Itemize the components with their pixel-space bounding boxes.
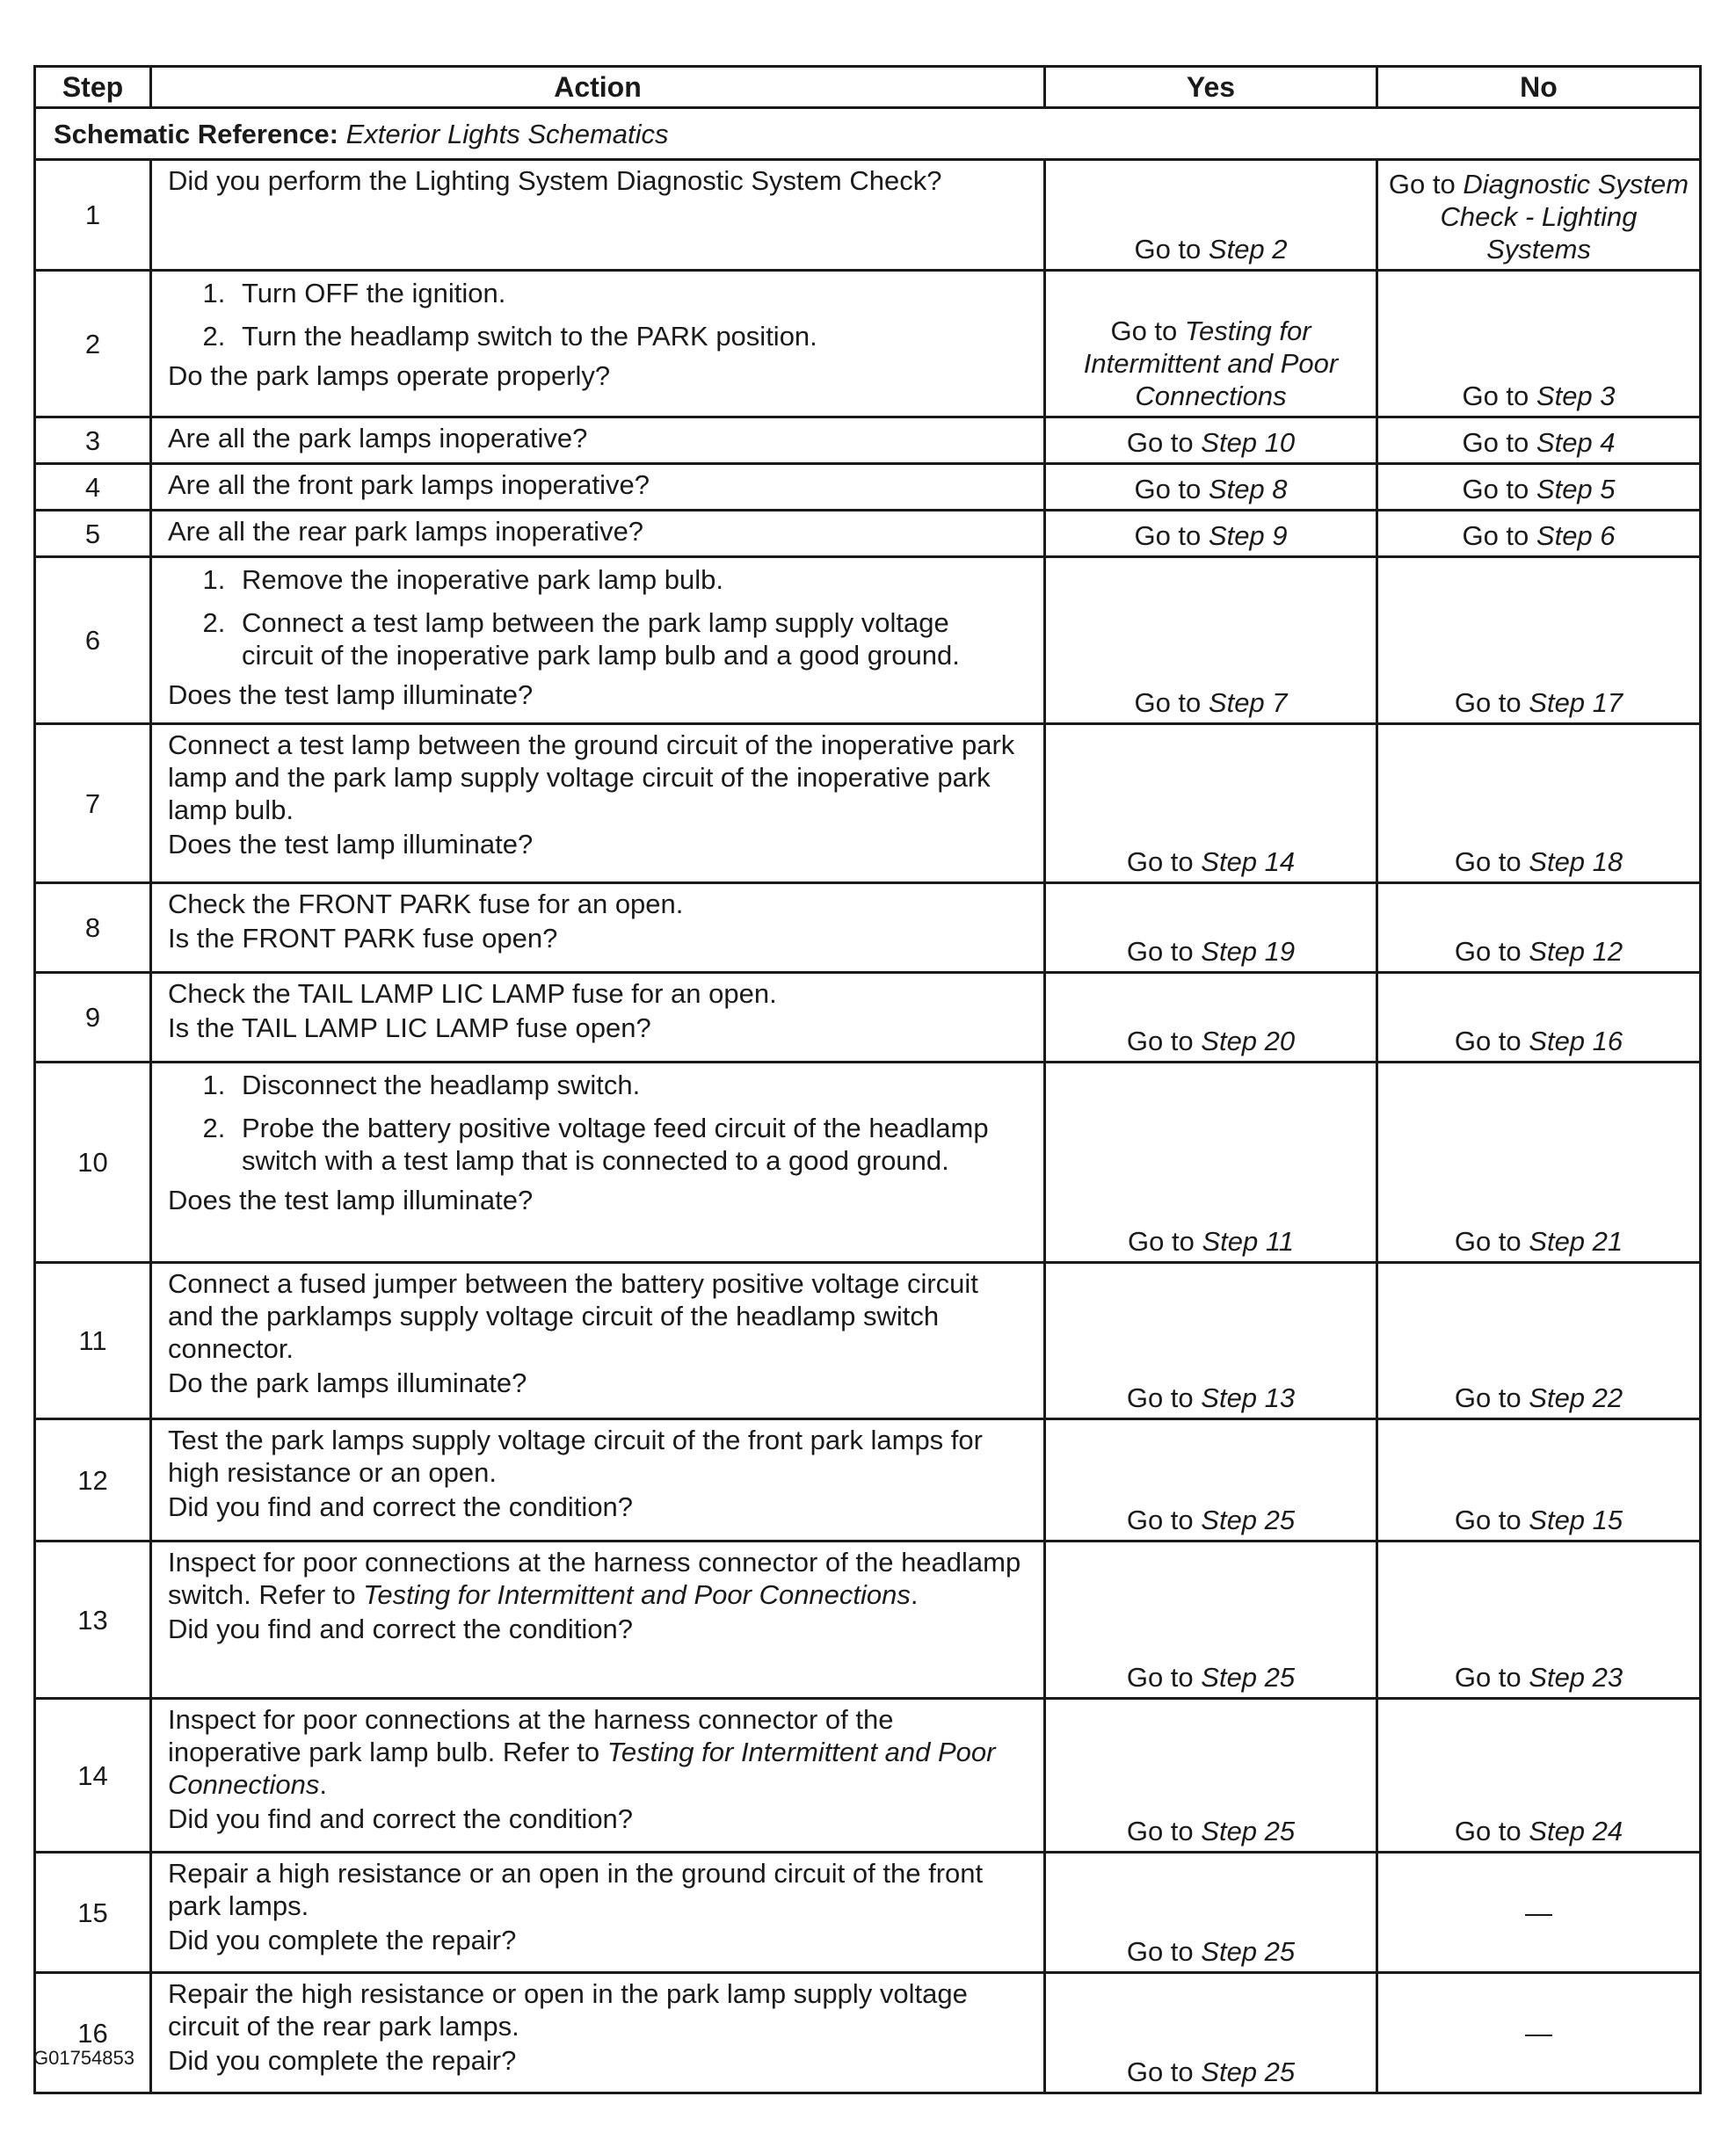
action-content (168, 1544, 1022, 1645)
step-number: 11 (35, 1263, 151, 1419)
table-row (35, 1263, 1701, 1419)
figure-id: G01754853 (33, 2047, 134, 2069)
step-number: 15 (35, 1853, 151, 1973)
step-link[interactable]: Step 15 (1529, 1505, 1623, 1535)
step-number: 13 (35, 1542, 151, 1699)
action-instructions (168, 513, 1022, 549)
action-question: Does the test lamp illuminate? (168, 1185, 534, 1215)
action-cell (151, 557, 1045, 724)
step-link[interactable]: Testing for Intermittent and Poor Connections (1083, 316, 1339, 411)
action-step-item: 1. Turn OFF the ignition. (233, 277, 1022, 309)
go-to-text: Go to (1462, 520, 1529, 551)
go-to-text: Go to (1454, 687, 1522, 718)
go-to-text: Go to (1454, 1662, 1522, 1693)
action-content (168, 1701, 1022, 1835)
go-to-text: Go to (1126, 2057, 1194, 2087)
step-number: 2 (35, 271, 151, 417)
reference-link[interactable]: Testing for Intermittent and Poor Connections (168, 1737, 996, 1800)
step-number: 10 (35, 1063, 151, 1263)
go-to-text: Go to (1454, 936, 1522, 967)
header-action: Action (151, 67, 1045, 108)
action-question: Is the FRONT PARK fuse open? (168, 923, 558, 954)
action-instructions (168, 1976, 1022, 2044)
action-cell (151, 511, 1045, 557)
step-link[interactable]: Step 3 (1536, 381, 1616, 411)
action-steps-list (168, 1069, 1022, 1177)
step-link[interactable]: Step 24 (1529, 1816, 1623, 1846)
action-content (168, 560, 1022, 711)
step-link[interactable]: Step 21 (1529, 1226, 1623, 1257)
step-link[interactable]: Step 25 (1201, 1505, 1296, 1535)
yes-cell (1045, 1063, 1377, 1263)
action-instructions (168, 727, 1022, 828)
action-cell (151, 1542, 1045, 1699)
action-text: Repair the high resistance or open in the park lamp supply voltage circuit of the rear park lamps. (168, 1978, 968, 2042)
no-cell (1377, 883, 1701, 973)
step-number: 14 (35, 1699, 151, 1853)
schematic-reference-link[interactable]: Exterior Lights Schematics (345, 118, 669, 149)
go-to-text: Go to (1388, 169, 1456, 199)
header-no: No (1377, 67, 1701, 108)
go-to-text: Go to (1126, 427, 1194, 458)
schematic-reference (35, 108, 1701, 160)
go-to-text: Go to (1462, 474, 1529, 504)
step-number: 4 (35, 464, 151, 511)
go-to-text: Go to (1462, 381, 1529, 411)
go-to-text: Go to (1454, 1026, 1522, 1056)
action-text: Check the TAIL LAMP LIC LAMP fuse for an open. (168, 978, 777, 1009)
table-row (35, 1542, 1701, 1699)
action-content (168, 727, 1022, 860)
action-text: Are all the park lamps inoperative? (168, 423, 588, 453)
action-instructions (168, 976, 1022, 1012)
action-text: Are all the rear park lamps inoperative? (168, 516, 644, 547)
go-to-text: Go to (1126, 1026, 1194, 1056)
step-link[interactable]: Step 6 (1536, 520, 1616, 551)
step-link[interactable]: Step 17 (1529, 687, 1623, 718)
action-cell (151, 1973, 1045, 2093)
action-instructions (168, 1701, 1022, 1803)
yes-cell (1045, 1419, 1377, 1542)
step-link[interactable]: Step 11 (1202, 1226, 1295, 1257)
table-row (35, 464, 1701, 511)
action-question: Is the TAIL LAMP LIC LAMP fuse open? (168, 1012, 651, 1043)
step-link[interactable]: Step 8 (1208, 474, 1288, 504)
go-to-text: Go to (1127, 1226, 1195, 1257)
step-number: 3 (35, 417, 151, 464)
step-number: 9 (35, 973, 151, 1063)
action-cell (151, 1063, 1045, 1263)
step-link[interactable]: Step 5 (1536, 474, 1616, 504)
table-row (35, 1699, 1701, 1853)
action-cell (151, 464, 1045, 511)
action-cell (151, 1853, 1045, 1973)
yes-cell (1045, 1263, 1377, 1419)
go-to-text: Go to (1134, 474, 1202, 504)
action-content (168, 1266, 1022, 1399)
action-text: Connect a test lamp between the ground circuit of the inoperative park lamp and the park lamp supply voltage circuit of the inoperative park lamp bulb. (168, 729, 1015, 825)
action-content (168, 467, 1022, 503)
no-cell (1377, 160, 1701, 271)
action-question: Do the park lamps operate properly? (168, 360, 611, 391)
action-content (168, 273, 1022, 392)
action-question: Did you find and correct the condition? (168, 1614, 634, 1644)
action-step-item: 1. Remove the inoperative park lamp bulb. (233, 563, 1022, 596)
action-question: Did you find and correct the condition? (168, 1803, 634, 1834)
no-cell (1377, 1263, 1701, 1419)
action-content (168, 163, 1022, 199)
action-cell (151, 417, 1045, 464)
action-question: Did you complete the repair? (168, 1925, 517, 1955)
action-question: Does the test lamp illuminate? (168, 829, 534, 860)
action-content (168, 1976, 1022, 2077)
action-instructions (168, 560, 1022, 678)
table-row (35, 160, 1701, 271)
action-content (168, 1065, 1022, 1216)
yes-cell (1045, 160, 1377, 271)
no-cell (1377, 417, 1701, 464)
action-text: Test the park lamps supply voltage circuit of the front park lamps for high resistance or an open. (168, 1425, 983, 1488)
action-cell (151, 724, 1045, 883)
go-to-text: Go to (1126, 1816, 1194, 1846)
action-instructions (168, 273, 1022, 359)
no-cell-empty: — (1377, 1973, 1701, 2093)
action-cell (151, 160, 1045, 271)
action-step-item: 2. Probe the battery positive voltage feed circuit of the headlamp switch with a test lamp that is connected to a good ground. (233, 1112, 1022, 1177)
yes-cell (1045, 511, 1377, 557)
table-row (35, 417, 1701, 464)
action-instructions (168, 1065, 1022, 1184)
yes-cell (1045, 973, 1377, 1063)
action-step-item: 1. Disconnect the headlamp switch. (233, 1069, 1022, 1101)
action-cell (151, 883, 1045, 973)
step-link[interactable]: Step 4 (1536, 427, 1616, 458)
schematic-reference-label: Schematic Reference: (54, 118, 338, 149)
go-to-text: Go to (1454, 1816, 1522, 1846)
action-text: Connect a fused jumper between the battery positive voltage circuit and the parklamps supply voltage circuit of the headlamp switch connector. (168, 1268, 978, 1364)
go-to-text: Go to (1454, 1226, 1522, 1257)
action-cell (151, 271, 1045, 417)
action-text: Inspect for poor connections at the harness connector of the inoperative park lamp bulb. Refer to Testing for Intermittent and Poor Connections. (168, 1704, 996, 1800)
no-cell (1377, 973, 1701, 1063)
yes-cell (1045, 1853, 1377, 1973)
go-to-text: Go to (1462, 427, 1529, 458)
step-number: 1 (35, 160, 151, 271)
step-link[interactable]: Step 10 (1201, 427, 1296, 458)
yes-cell (1045, 557, 1377, 724)
step-link[interactable]: Step 22 (1529, 1382, 1623, 1413)
step-link[interactable]: Step 16 (1529, 1026, 1623, 1056)
schematic-reference-row (35, 108, 1701, 160)
table-row (35, 1419, 1701, 1542)
header-step: Step (35, 67, 151, 108)
diagnostic-table (33, 65, 1702, 2094)
go-to-text: Go to (1126, 1505, 1194, 1535)
step-link[interactable]: Step 25 (1201, 1936, 1296, 1967)
action-step-item: 2. Turn the headlamp switch to the PARK position. (233, 320, 1022, 352)
step-link[interactable]: Step 12 (1529, 936, 1623, 967)
action-content (168, 420, 1022, 456)
header-row (35, 67, 1701, 108)
go-to-text: Go to (1110, 316, 1178, 346)
action-text: Did you perform the Lighting System Diagnostic System Check? (168, 165, 942, 196)
table-row (35, 973, 1701, 1063)
table-row (35, 511, 1701, 557)
yes-cell (1045, 1699, 1377, 1853)
step-link[interactable]: Step 19 (1201, 936, 1296, 967)
go-to-text: Go to (1134, 234, 1202, 265)
action-content (168, 886, 1022, 954)
go-to-text: Go to (1126, 846, 1194, 877)
go-to-text: Go to (1134, 687, 1202, 718)
yes-cell (1045, 417, 1377, 464)
header-yes: Yes (1045, 67, 1377, 108)
yes-cell (1045, 1973, 1377, 2093)
step-number: 12 (35, 1419, 151, 1542)
action-cell (151, 1419, 1045, 1542)
no-cell (1377, 724, 1701, 883)
step-number: 8 (35, 883, 151, 973)
yes-cell (1045, 464, 1377, 511)
yes-cell (1045, 1542, 1377, 1699)
reference-link[interactable]: Testing for Intermittent and Poor Connections (363, 1579, 911, 1610)
table-row (35, 1973, 1701, 2093)
table-row (35, 724, 1701, 883)
step-number: 7 (35, 724, 151, 883)
go-to-text: Go to (1454, 846, 1522, 877)
go-to-text: Go to (1126, 1382, 1194, 1413)
yes-cell (1045, 883, 1377, 973)
action-instructions (168, 1266, 1022, 1367)
step-link[interactable]: Step 25 (1201, 2057, 1296, 2087)
yes-cell (1045, 271, 1377, 417)
step-link[interactable]: Step 20 (1201, 1026, 1296, 1056)
no-cell (1377, 557, 1701, 724)
step-link[interactable]: Step 18 (1529, 846, 1623, 877)
no-cell (1377, 1542, 1701, 1699)
step-link[interactable]: Step 23 (1529, 1662, 1623, 1693)
action-cell (151, 1263, 1045, 1419)
yes-cell (1045, 724, 1377, 883)
action-content (168, 1855, 1022, 1956)
go-to-text: Go to (1126, 1936, 1194, 1967)
step-link[interactable]: Step 2 (1208, 234, 1288, 265)
action-steps-list (168, 277, 1022, 352)
action-instructions (168, 1855, 1022, 1924)
step-link[interactable]: Diagnostic System Check - Lighting Systems (1440, 169, 1689, 265)
step-number: 16 (35, 1973, 151, 2093)
go-to-text: Go to (1126, 1662, 1194, 1693)
table-row (35, 271, 1701, 417)
step-link[interactable]: Step 25 (1201, 1816, 1296, 1846)
go-to-text: Go to (1454, 1505, 1522, 1535)
table-row (35, 1853, 1701, 1973)
go-to-text: Go to (1454, 1382, 1522, 1413)
table-row (35, 557, 1701, 724)
action-question: Did you complete the repair? (168, 2045, 517, 2076)
table-row (35, 883, 1701, 973)
no-cell-empty: — (1377, 1853, 1701, 1973)
no-cell (1377, 1419, 1701, 1542)
no-cell (1377, 1063, 1701, 1263)
table-row (35, 1063, 1701, 1263)
action-step-item: 2. Connect a test lamp between the park lamp supply voltage circuit of the inoperative park lamp bulb and a good ground. (233, 606, 1022, 671)
action-instructions (168, 886, 1022, 922)
action-question: Did you find and correct the condition? (168, 1491, 634, 1522)
step-link[interactable]: Step 14 (1201, 846, 1296, 877)
action-text: Are all the front park lamps inoperative? (168, 469, 650, 500)
action-content (168, 1422, 1022, 1523)
no-cell (1377, 464, 1701, 511)
step-number: 5 (35, 511, 151, 557)
action-content (168, 976, 1022, 1044)
action-text: Inspect for poor connections at the harness connector of the headlamp switch. Refer to Testing for Intermittent and Poor Connections. (168, 1547, 1021, 1610)
step-link[interactable]: Step 25 (1201, 1662, 1296, 1693)
action-steps-list (168, 563, 1022, 671)
action-cell (151, 973, 1045, 1063)
action-text: Repair a high resistance or an open in the ground circuit of the front park lamps. (168, 1858, 984, 1921)
go-to-text: Go to (1126, 936, 1194, 967)
no-cell (1377, 1699, 1701, 1853)
step-number: 6 (35, 557, 151, 724)
no-cell (1377, 271, 1701, 417)
go-to-text: Go to (1134, 520, 1202, 551)
action-question: Does the test lamp illuminate? (168, 679, 534, 710)
action-instructions (168, 467, 1022, 503)
step-link[interactable]: Step 9 (1208, 520, 1288, 551)
action-instructions (168, 420, 1022, 456)
action-instructions (168, 163, 1022, 199)
action-content (168, 513, 1022, 549)
no-cell (1377, 511, 1701, 557)
action-text: Check the FRONT PARK fuse for an open. (168, 889, 684, 919)
step-link[interactable]: Step 13 (1201, 1382, 1296, 1413)
action-instructions (168, 1422, 1022, 1491)
action-question: Do the park lamps illuminate? (168, 1367, 527, 1398)
action-cell (151, 1699, 1045, 1853)
action-instructions (168, 1544, 1022, 1613)
step-link[interactable]: Step 7 (1208, 687, 1288, 718)
